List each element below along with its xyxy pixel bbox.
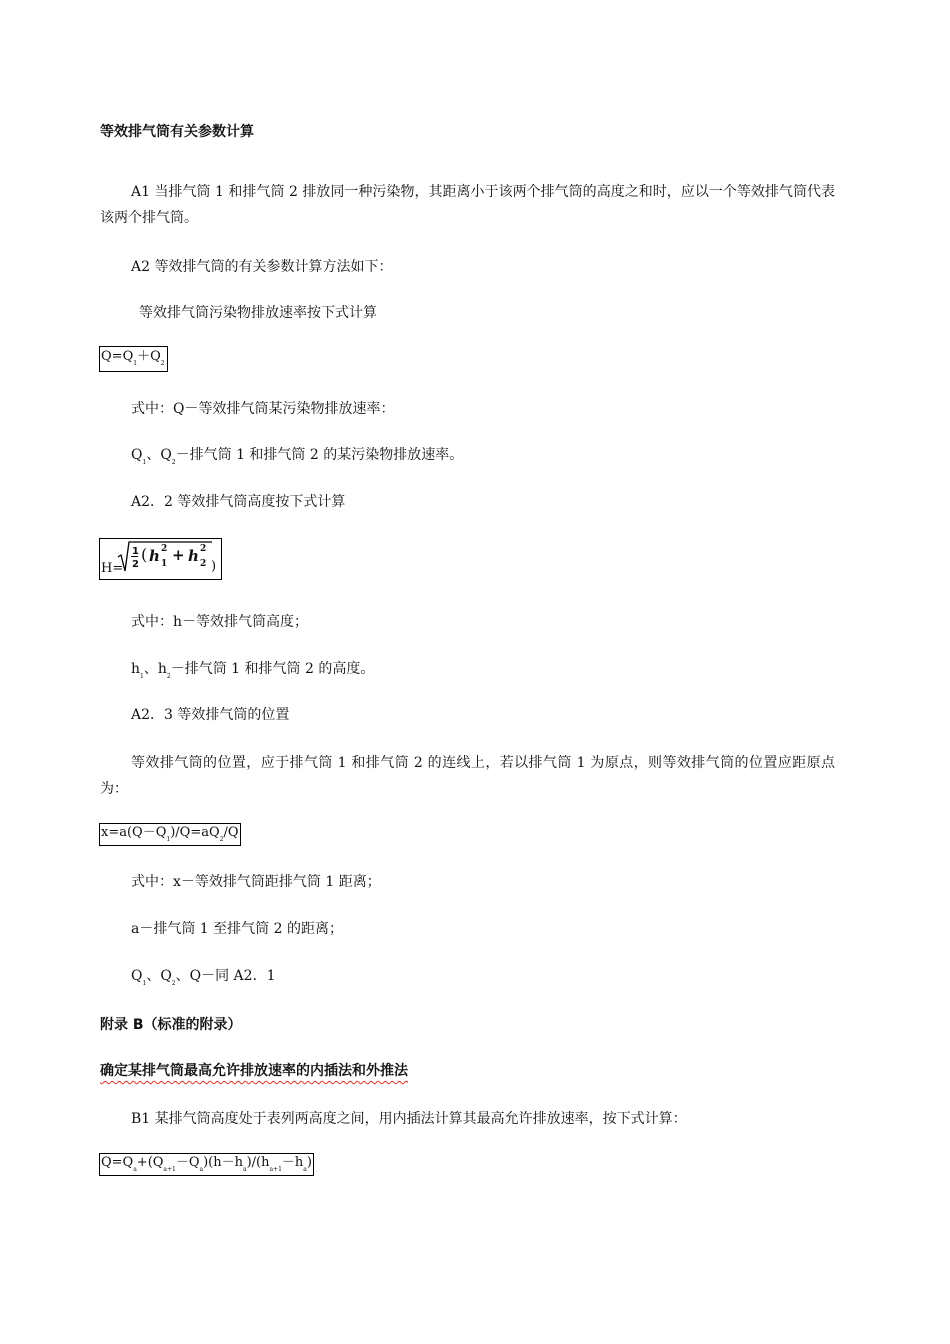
method-title: 确定某排气筒最高允许排放速率的内插法和外推法	[100, 1063, 408, 1079]
formula-equivalent-rate: $Q=Q_1+Q_2$	[99, 346, 168, 372]
formula1-definition: $Q_1$、$Q_2-$排气筒 1 和排气筒 2 的某污染物排放速率。	[131, 447, 464, 466]
clause-a2-heading: A2 等效排气筒的有关参数计算方法如下：	[131, 259, 393, 275]
formula1-where: 式中：Q－等效排气筒某污染物排放速率：	[131, 401, 395, 417]
formula-equivalent-height: H= 1 2 ( h 2 1 + h 2 2 )	[99, 538, 222, 580]
clause-b1: B1 某排气筒高度处于表列两高度之间，用内插法计算其最高允许排放速率，按下式计算：	[131, 1111, 687, 1127]
formula3-where: 式中：x－等效排气筒距排气筒 1 距离；	[131, 874, 381, 890]
formula3-q-definition: $Q_1$、$Q_2$、Q－同 A2．1	[131, 968, 276, 987]
section-title: 等效排气筒有关参数计算	[100, 124, 254, 140]
rate-heading: 等效排气筒污染物排放速率按下式计算	[139, 305, 377, 321]
clause-a1: A1 当排气筒 1 和排气筒 2 排放同一种污染物，其距离小于该两个排气筒的高度之和时，应以一个等效排气筒代表该两个排气筒。	[100, 184, 835, 226]
formula3-a-definition: a－排气筒 1 至排气筒 2 的距离；	[131, 921, 343, 937]
formula-equivalent-position: $x=a(Q-Q_1)/Q=aQ_2/Q$	[99, 823, 241, 846]
clause-a23-heading: A2．3 等效排气筒的位置	[131, 707, 290, 723]
formula2-definition: $h_1$、$h_2-$排气筒 1 和排气筒 2 的高度。	[131, 661, 375, 680]
appendix-b-title: 附录 B（标准的附录）	[100, 1017, 242, 1033]
position-paragraph: 等效排气筒的位置，应于排气筒 1 和排气筒 2 的连线上，若以排气筒 1 为原点，则等效排气筒的位置应距原点为：	[100, 755, 835, 797]
formula-interpolation: $Q=Q_a+(Q_{a+1}-Q_a)(h-h_a)/(h_{a+1}-h_a)$	[99, 1153, 314, 1176]
formula2-where: 式中：h－等效排气筒高度；	[131, 614, 309, 630]
clause-a22-heading: A2．2 等效排气筒高度按下式计算	[131, 494, 346, 510]
